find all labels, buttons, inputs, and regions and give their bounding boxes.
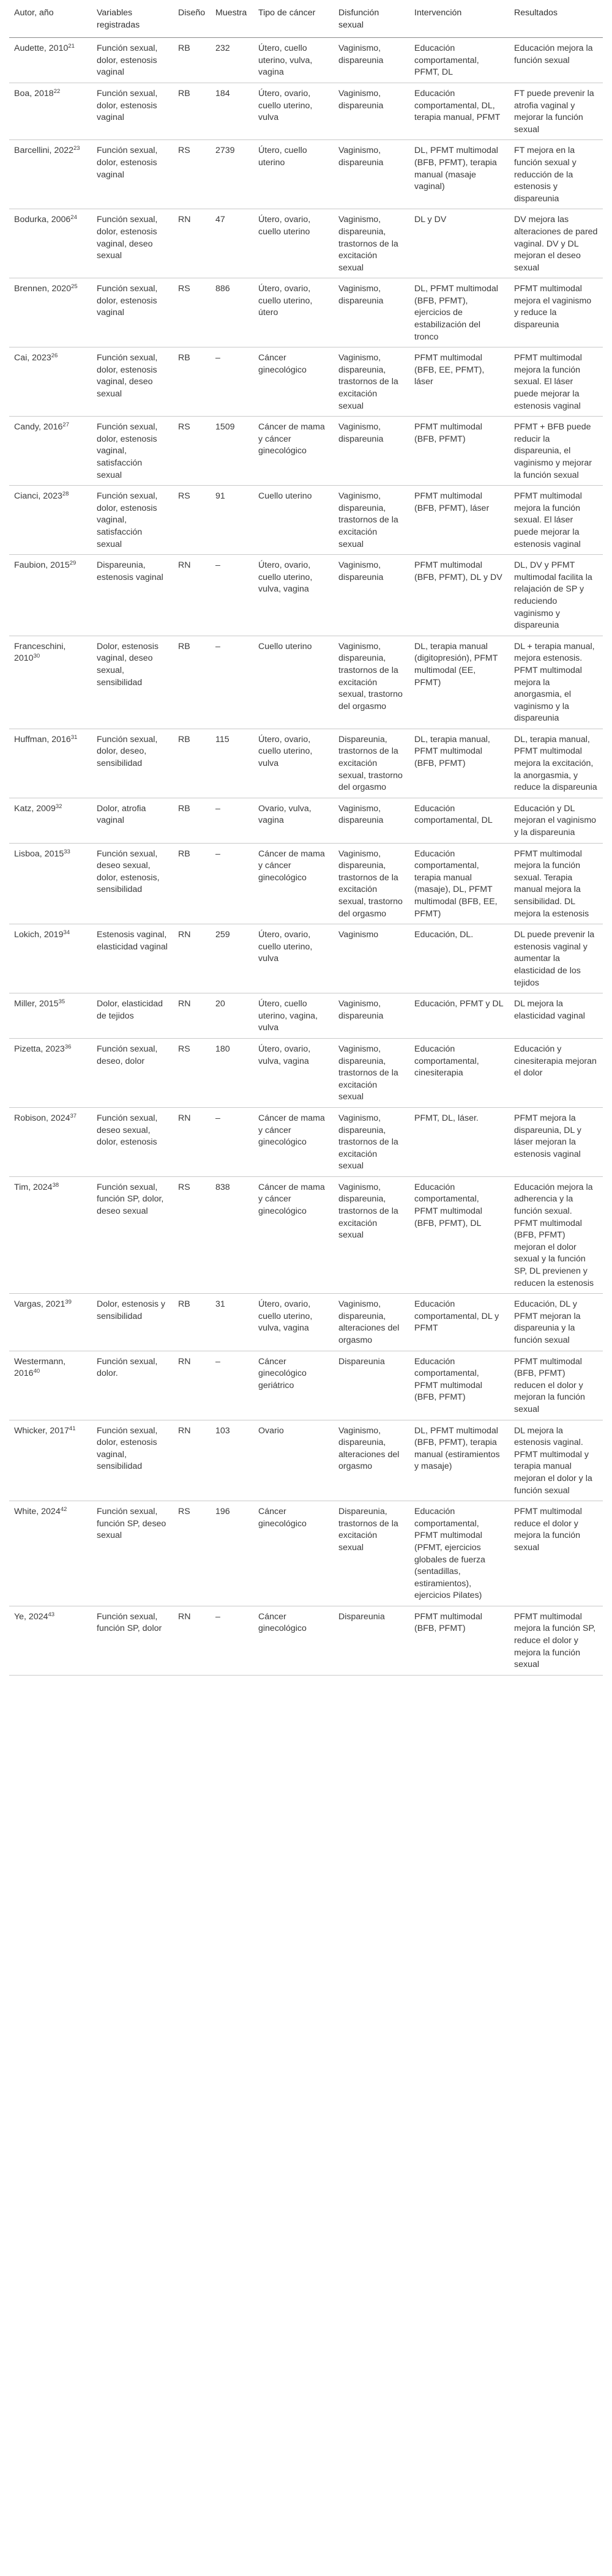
cell-author — [9, 993, 92, 1039]
author-year: White, 2024 — [14, 1507, 61, 1517]
cell-dysfunction: Vaginismo, dispareunia, trastornos de la excitación sexual, trastorno del orgasmo — [334, 843, 409, 924]
table-header — [9, 0, 603, 38]
cell-cancer: Útero, ovario, cuello uterino, útero — [253, 278, 334, 347]
header-intervention: Intervención — [409, 0, 509, 38]
cell-cancer: Útero, cuello uterino, vulva, vagina — [253, 38, 334, 83]
cell-dysfunction: Vaginismo, dispareunia — [334, 140, 409, 209]
cell-intervention: DL, PFMT multimodal (BFB, PFMT), ejercicios de estabilización del tronco — [409, 278, 509, 347]
cell-results: PFMT multimodal mejora la función SP, reduce el dolor y mejora la función sexual — [509, 1606, 603, 1675]
cell-sample: 1509 — [211, 417, 253, 486]
table-row — [9, 1606, 603, 1675]
author-year: Faubion, 2015 — [14, 560, 70, 571]
cell-intervention: PFMT multimodal (BFB, EE, PFMT), láser — [409, 347, 509, 417]
cell-cancer: Útero, ovario, cuello uterino, vulva — [253, 83, 334, 139]
cell-variables: Función sexual, dolor. — [92, 1351, 173, 1420]
cell-author — [9, 1501, 92, 1606]
cell-variables: Función sexual, dolor, estenosis vaginal — [92, 140, 173, 209]
cell-results: Educación mejora la adherencia y la función sexual. PFMT multimodal (BFB, PFMT) mejoran el dolor sexual y la función SP, DL previenen y reducen la estenosis — [509, 1176, 603, 1293]
cell-intervention: DL, PFMT multimodal (BFB, PFMT), terapia manual (masaje vaginal) — [409, 140, 509, 209]
cell-results: FT mejora en la función sexual y reducción de la estenosis y dispareunia — [509, 140, 603, 209]
cell-intervention: Educación comportamental, cinesiterapia — [409, 1038, 509, 1107]
reference-number: 43 — [48, 1611, 55, 1618]
cell-sample: 259 — [211, 924, 253, 993]
cell-results: PFMT multimodal (BFB, PFMT) reducen el dolor y mejoran la función sexual — [509, 1351, 603, 1420]
table-row — [9, 555, 603, 636]
cell-author — [9, 83, 92, 139]
cell-intervention: Educación comportamental, DL y PFMT — [409, 1294, 509, 1351]
cell-dysfunction: Vaginismo, dispareunia — [334, 38, 409, 83]
cell-sample: – — [211, 1351, 253, 1420]
cell-author — [9, 278, 92, 347]
reference-number: 32 — [55, 803, 62, 810]
reference-number: 35 — [58, 998, 65, 1006]
cell-results: DL, DV y PFMT multimodal facilita la relajación de SP y reduciendo vaginismo y dispareunia — [509, 555, 603, 636]
table-row — [9, 83, 603, 139]
cell-dysfunction: Vaginismo, dispareunia, trastornos de la excitación sexual — [334, 347, 409, 417]
cell-cancer: Cáncer de mama y cáncer ginecológico — [253, 417, 334, 486]
reference-number: 33 — [64, 848, 70, 855]
cell-intervention: Educación comportamental, PFMT, DL — [409, 38, 509, 83]
cell-design: RN — [173, 555, 211, 636]
cell-dysfunction: Vaginismo, dispareunia, trastornos de la excitación sexual — [334, 209, 409, 278]
author-year: Robison, 2024 — [14, 1113, 70, 1123]
cell-cancer: Cuello uterino — [253, 486, 334, 555]
cell-results: Educación y DL mejoran el vaginismo y la dispareunia — [509, 798, 603, 843]
author-year: Ye, 2024 — [14, 1611, 48, 1622]
cell-results: DL mejora la elasticidad vaginal — [509, 993, 603, 1039]
cell-design: RS — [173, 1038, 211, 1107]
author-year: Franceschini, 2010 — [14, 641, 66, 664]
cell-design: RS — [173, 140, 211, 209]
cell-design: RS — [173, 486, 211, 555]
cell-author — [9, 555, 92, 636]
table-row — [9, 993, 603, 1039]
cell-sample: 838 — [211, 1176, 253, 1293]
cell-results: PFMT multimodal mejora la función sexual. El láser puede mejorar la estenosis vaginal — [509, 486, 603, 555]
cell-variables: Función sexual, función SP, deseo sexual — [92, 1501, 173, 1606]
cell-author — [9, 1420, 92, 1501]
reference-number: 26 — [51, 352, 58, 360]
table-row — [9, 1294, 603, 1351]
cell-sample: 196 — [211, 1501, 253, 1606]
author-year: Candy, 2016 — [14, 422, 63, 432]
author-year: Lokich, 2019 — [14, 930, 64, 940]
reference-number: 31 — [70, 733, 78, 741]
reference-number: 21 — [68, 43, 75, 50]
cell-dysfunction: Vaginismo, dispareunia, trastornos de la excitación sexual — [334, 1107, 409, 1176]
cell-dysfunction: Vaginismo, dispareunia — [334, 83, 409, 139]
cell-intervention: Educación, DL. — [409, 924, 509, 993]
cell-results: PFMT multimodal mejora la función sexual. Terapia manual mejora la sensibilidad. DL mejora la estenosis — [509, 843, 603, 924]
table-row — [9, 417, 603, 486]
cell-sample: 115 — [211, 729, 253, 798]
cell-variables: Función sexual, dolor, estenosis vaginal, satisfacción sexual — [92, 417, 173, 486]
reference-number: 41 — [69, 1425, 76, 1432]
table-row — [9, 636, 603, 729]
cell-author — [9, 347, 92, 417]
cell-cancer: Cáncer ginecológico — [253, 347, 334, 417]
cell-results: Educación mejora la función sexual — [509, 38, 603, 83]
reference-number: 29 — [69, 560, 76, 567]
cell-results: FT puede prevenir la atrofia vaginal y mejorar la función sexual — [509, 83, 603, 139]
table-body — [9, 38, 603, 1676]
reference-number: 38 — [52, 1181, 59, 1189]
table-row — [9, 140, 603, 209]
header-sample: Muestra — [211, 0, 253, 38]
cell-intervention: PFMT multimodal (BFB, PFMT) — [409, 417, 509, 486]
author-year: Bodurka, 2006 — [14, 215, 71, 225]
cell-author — [9, 729, 92, 798]
cell-sample: 20 — [211, 993, 253, 1039]
author-year: Brennen, 2020 — [14, 284, 72, 294]
cell-variables: Dolor, estenosis vaginal, deseo sexual, sensibilidad — [92, 636, 173, 729]
reference-number: 30 — [33, 653, 40, 660]
cell-intervention: Educación comportamental, PFMT multimodal (PFMT, ejercicios globales de fuerza (sentadillas, estiramientos), ejercicios Pilates) — [409, 1501, 509, 1606]
cell-sample: 2739 — [211, 140, 253, 209]
cell-cancer: Cáncer de mama y cáncer ginecológico — [253, 1176, 334, 1293]
cell-intervention: Educación comportamental, PFMT multimodal (BFB, PFMT) — [409, 1351, 509, 1420]
table-row — [9, 486, 603, 555]
cell-dysfunction: Vaginismo, dispareunia, trastornos de la excitación sexual — [334, 486, 409, 555]
cell-author — [9, 209, 92, 278]
cell-design: RB — [173, 347, 211, 417]
cell-variables: Dispareunia, estenosis vaginal — [92, 555, 173, 636]
cell-results: DL, terapia manual, PFMT multimodal mejora la excitación, la anorgasmia, y reduce la dispareunia — [509, 729, 603, 798]
cell-cancer: Cáncer ginecológico — [253, 1501, 334, 1606]
cell-dysfunction: Dispareunia — [334, 1351, 409, 1420]
author-year: Cai, 2023 — [14, 353, 51, 363]
cell-design: RS — [173, 278, 211, 347]
cell-dysfunction: Vaginismo, dispareunia, trastornos de la excitación sexual — [334, 1038, 409, 1107]
cell-variables: Función sexual, dolor, estenosis vaginal — [92, 278, 173, 347]
cell-sample: – — [211, 1107, 253, 1176]
author-year: Audette, 2010 — [14, 43, 69, 54]
cell-intervention: DL, terapia manual, PFMT multimodal (BFB, PFMT) — [409, 729, 509, 798]
table-row — [9, 798, 603, 843]
cell-cancer: Cuello uterino — [253, 636, 334, 729]
header-design: Diseño — [173, 0, 211, 38]
cell-design: RN — [173, 209, 211, 278]
author-year: Vargas, 2021 — [14, 1299, 65, 1310]
cell-design: RB — [173, 1294, 211, 1351]
cell-cancer: Útero, ovario, cuello uterino, vulva, vagina — [253, 555, 334, 636]
cell-intervention: DL, PFMT multimodal (BFB, PFMT), terapia manual (estiramientos y masaje) — [409, 1420, 509, 1501]
author-year: Miller, 2015 — [14, 999, 59, 1009]
table-row — [9, 1176, 603, 1293]
cell-intervention: PFMT multimodal (BFB, PFMT), láser — [409, 486, 509, 555]
cell-variables: Función sexual, dolor, estenosis vaginal, deseo sexual — [92, 347, 173, 417]
cell-variables: Estenosis vaginal, elasticidad vaginal — [92, 924, 173, 993]
cell-results: PFMT mejora la dispareunia, DL y láser mejoran la estenosis vaginal — [509, 1107, 603, 1176]
cell-intervention: PFMT multimodal (BFB, PFMT), DL y DV — [409, 555, 509, 636]
header-author: Autor, año — [9, 0, 92, 38]
cell-cancer: Ovario, vulva, vagina — [253, 798, 334, 843]
cell-cancer: Útero, cuello uterino — [253, 140, 334, 209]
cell-sample: – — [211, 1606, 253, 1675]
cell-dysfunction: Dispareunia — [334, 1606, 409, 1675]
cell-author — [9, 636, 92, 729]
cell-cancer: Cáncer de mama y cáncer ginecológico — [253, 1107, 334, 1176]
cell-design: RS — [173, 417, 211, 486]
cell-dysfunction: Vaginismo, dispareunia — [334, 417, 409, 486]
cell-design: RS — [173, 1176, 211, 1293]
cell-dysfunction: Vaginismo, dispareunia — [334, 555, 409, 636]
author-year: Tim, 2024 — [14, 1182, 53, 1192]
cell-variables: Dolor, estenosis y sensibilidad — [92, 1294, 173, 1351]
reference-number: 24 — [70, 214, 77, 221]
cell-sample: 47 — [211, 209, 253, 278]
cell-intervention: Educación, PFMT y DL — [409, 993, 509, 1039]
cell-results: DV mejora las alteraciones de pared vaginal. DV y DL mejoran el deseo sexual — [509, 209, 603, 278]
cell-cancer: Cáncer ginecológico — [253, 1606, 334, 1675]
cell-results: DL mejora la estenosis vaginal. PFMT multimodal y terapia manual mejoran el dolor y la función sexual — [509, 1420, 603, 1501]
cell-cancer: Útero, ovario, cuello uterino, vulva, vagina — [253, 1294, 334, 1351]
cell-cancer: Ovario — [253, 1420, 334, 1501]
reference-number: 27 — [62, 421, 69, 429]
cell-design: RB — [173, 38, 211, 83]
reference-number: 42 — [60, 1506, 67, 1513]
cell-intervention: Educación comportamental, terapia manual (masaje), DL, PFMT multimodal (BFB, EE, PFMT) — [409, 843, 509, 924]
cell-results: Educación y cinesiterapia mejoran el dolor — [509, 1038, 603, 1107]
cell-intervention: PFMT, DL, láser. — [409, 1107, 509, 1176]
cell-sample: – — [211, 636, 253, 729]
cell-design: RS — [173, 1501, 211, 1606]
cell-cancer: Útero, ovario, cuello uterino — [253, 209, 334, 278]
cell-dysfunction: Vaginismo, dispareunia — [334, 993, 409, 1039]
author-year: Barcellini, 2022 — [14, 146, 74, 156]
author-year: Lisboa, 2015 — [14, 848, 64, 859]
cell-sample: 886 — [211, 278, 253, 347]
cell-design: RN — [173, 993, 211, 1039]
table-row — [9, 1107, 603, 1176]
table-row — [9, 38, 603, 83]
cell-sample: 103 — [211, 1420, 253, 1501]
cell-author — [9, 924, 92, 993]
cell-results: PFMT + BFB puede reducir la dispareunia, el vaginismo y mejorar la función sexual — [509, 417, 603, 486]
cell-design: RB — [173, 636, 211, 729]
cell-design: RB — [173, 83, 211, 139]
header-sexual-dysfunction: Disfunción sexual — [334, 0, 409, 38]
cell-author — [9, 140, 92, 209]
cell-variables: Función sexual, deseo sexual, dolor, estenosis, sensibilidad — [92, 843, 173, 924]
reference-number: 39 — [65, 1299, 72, 1306]
cell-design: RN — [173, 1351, 211, 1420]
cell-variables: Función sexual, dolor, estenosis vaginal — [92, 38, 173, 83]
table-row — [9, 1501, 603, 1606]
cell-author — [9, 38, 92, 83]
cell-author — [9, 486, 92, 555]
author-year: Cianci, 2023 — [14, 491, 62, 502]
reference-number: 22 — [53, 87, 61, 95]
cell-dysfunction: Dispareunia, trastornos de la excitación sexual — [334, 1501, 409, 1606]
cell-variables: Función sexual, dolor, estenosis vaginal, deseo sexual — [92, 209, 173, 278]
cell-design: RN — [173, 1420, 211, 1501]
cell-variables: Función sexual, deseo, dolor — [92, 1038, 173, 1107]
cell-dysfunction: Vaginismo, dispareunia, alteraciones del orgasmo — [334, 1294, 409, 1351]
table-row — [9, 924, 603, 993]
cell-sample: – — [211, 843, 253, 924]
cell-variables: Función sexual, dolor, estenosis vaginal — [92, 83, 173, 139]
reference-number: 40 — [33, 1368, 40, 1375]
cell-author — [9, 1294, 92, 1351]
cell-author — [9, 417, 92, 486]
cell-sample: – — [211, 798, 253, 843]
cell-intervention: Educación comportamental, DL, terapia manual, PFMT — [409, 83, 509, 139]
cell-design: RN — [173, 1107, 211, 1176]
cell-dysfunction: Vaginismo, dispareunia, trastornos de la excitación sexual — [334, 1176, 409, 1293]
author-year: Whicker, 2017 — [14, 1425, 69, 1436]
cell-dysfunction: Vaginismo — [334, 924, 409, 993]
cell-variables: Función sexual, dolor, estenosis vaginal, sensibilidad — [92, 1420, 173, 1501]
table-row — [9, 843, 603, 924]
cell-sample: 31 — [211, 1294, 253, 1351]
table-row — [9, 1420, 603, 1501]
cell-sample: 232 — [211, 38, 253, 83]
cell-variables: Función sexual, dolor, deseo, sensibilidad — [92, 729, 173, 798]
cell-design: RN — [173, 1606, 211, 1675]
cell-sample: – — [211, 347, 253, 417]
cell-design: RB — [173, 843, 211, 924]
cell-cancer: Útero, ovario, cuello uterino, vulva — [253, 729, 334, 798]
cell-author — [9, 1107, 92, 1176]
cell-intervention: DL y DV — [409, 209, 509, 278]
cell-author — [9, 1176, 92, 1293]
cell-design: RB — [173, 798, 211, 843]
reference-number: 34 — [63, 929, 70, 937]
reference-number: 37 — [70, 1112, 77, 1119]
cell-intervention: Educación comportamental, DL — [409, 798, 509, 843]
cell-results: DL puede prevenir la estenosis vaginal y aumentar la elasticidad de los tejidos — [509, 924, 603, 993]
cell-dysfunction: Vaginismo, dispareunia — [334, 798, 409, 843]
author-year: Huffman, 2016 — [14, 734, 71, 744]
cell-intervention: DL, terapia manual (digitopresión), PFMT multimodal (EE, PFMT) — [409, 636, 509, 729]
cell-dysfunction: Dispareunia, trastornos de la excitación sexual, trastorno del orgasmo — [334, 729, 409, 798]
cell-dysfunction: Vaginismo, dispareunia, alteraciones del orgasmo — [334, 1420, 409, 1501]
table-row — [9, 729, 603, 798]
cell-results: Educación, DL y PFMT mejoran la dispareunia y la función sexual — [509, 1294, 603, 1351]
cell-variables: Dolor, atrofia vaginal — [92, 798, 173, 843]
cell-sample: 180 — [211, 1038, 253, 1107]
header-results: Resultados — [509, 0, 603, 38]
reference-number: 25 — [71, 283, 78, 291]
cell-results: DL + terapia manual, mejora estenosis. PFMT multimodal mejora la anorgasmia, el vaginismo y la dispareunia — [509, 636, 603, 729]
cell-cancer: Cáncer de mama y cáncer ginecológico — [253, 843, 334, 924]
cell-design: RB — [173, 729, 211, 798]
cell-variables: Función sexual, deseo sexual, dolor, estenosis — [92, 1107, 173, 1176]
cell-cancer: Útero, ovario, vulva, vagina — [253, 1038, 334, 1107]
cell-variables: Función sexual, función SP, dolor, deseo sexual — [92, 1176, 173, 1293]
cell-intervention: PFMT multimodal (BFB, PFMT) — [409, 1606, 509, 1675]
cell-author — [9, 1606, 92, 1675]
cell-sample: – — [211, 555, 253, 636]
header-cancer-type: Tipo de cáncer — [253, 0, 334, 38]
cell-cancer: Cáncer ginecológico geriátrico — [253, 1351, 334, 1420]
cell-variables: Función sexual, función SP, dolor — [92, 1606, 173, 1675]
author-year: Katz, 2009 — [14, 803, 56, 814]
table-row — [9, 1351, 603, 1420]
cell-cancer: Útero, cuello uterino, vagina, vulva — [253, 993, 334, 1039]
reference-number: 36 — [64, 1043, 72, 1050]
author-year: Westermann, 2016 — [14, 1356, 66, 1379]
header-variables: Variables registradas — [92, 0, 173, 38]
reference-number: 28 — [62, 491, 69, 498]
cell-design: RN — [173, 924, 211, 993]
cell-results: PFMT multimodal mejora la función sexual. El láser puede mejorar la estenosis vaginal — [509, 347, 603, 417]
table-row — [9, 1038, 603, 1107]
cell-variables: Dolor, elasticidad de tejidos — [92, 993, 173, 1039]
cell-author — [9, 843, 92, 924]
author-year: Boa, 2018 — [14, 88, 54, 98]
table-row — [9, 209, 603, 278]
table-row — [9, 347, 603, 417]
header-row — [9, 0, 603, 38]
cell-results: PFMT multimodal reduce el dolor y mejora la función sexual — [509, 1501, 603, 1606]
cell-author — [9, 1351, 92, 1420]
cell-dysfunction: Vaginismo, dispareunia, trastornos de la excitación sexual, trastorno del orgasmo — [334, 636, 409, 729]
cell-author — [9, 1038, 92, 1107]
cell-variables: Función sexual, dolor, estenosis vaginal, satisfacción sexual — [92, 486, 173, 555]
cell-sample: 91 — [211, 486, 253, 555]
studies-table — [9, 0, 603, 1676]
table-row — [9, 278, 603, 347]
reference-number: 23 — [73, 145, 80, 152]
cell-results: PFMT multimodal mejora el vaginismo y reduce la dispareunia — [509, 278, 603, 347]
author-year: Pizetta, 2023 — [14, 1044, 65, 1054]
cell-author — [9, 798, 92, 843]
cell-cancer: Útero, ovario, cuello uterino, vulva — [253, 924, 334, 993]
cell-dysfunction: Vaginismo, dispareunia — [334, 278, 409, 347]
cell-intervention: Educación comportamental, PFMT multimodal (BFB, PFMT), DL — [409, 1176, 509, 1293]
cell-sample: 184 — [211, 83, 253, 139]
